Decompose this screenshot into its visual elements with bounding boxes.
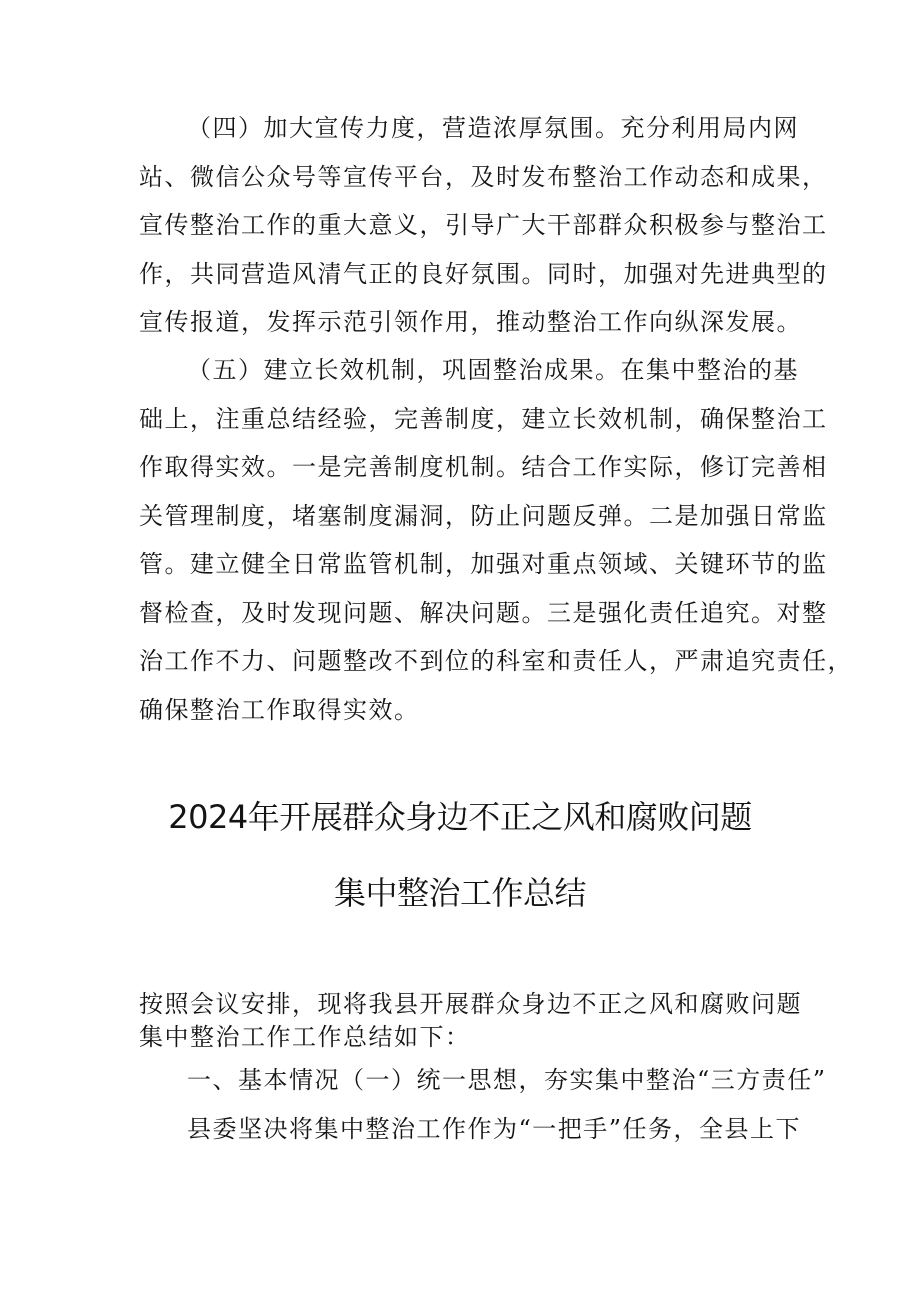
text-line: 督检查，及时发现问题、解决问题。三是强化责任追究。对整 — [139, 598, 828, 627]
paragraph-4 — [139, 104, 828, 347]
text-line: 站、微信公众号等宣传平台，及时发布整治工作动态和成果， — [139, 162, 828, 191]
text-line: 按照会议安排，现将我县开展群众身边不正之风和腐败问题 — [139, 990, 802, 1018]
paragraph-5 — [139, 346, 853, 734]
section-1 — [187, 1056, 827, 1153]
text-line: 确保整治工作取得实效。 — [139, 695, 420, 724]
text-line: 作取得实效。一是完善制度机制。结合工作实际，修订完善相 — [139, 453, 828, 481]
text-line: 础上，注重总结经验，完善制度，建立长效机制，确保整治工 — [139, 404, 828, 433]
intro-paragraph — [139, 988, 802, 1054]
text-line: 宣传整治工作的重大意义，引导广大干部群众积极参与整治工 — [139, 211, 828, 239]
text-line: 管。建立健全日常监管机制，加强对重点领域、关键环节的监 — [139, 550, 828, 578]
document-title-line-2: 集中整治工作总结 — [333, 874, 586, 912]
text-line: 作，共同营造风清气正的良好氛围。同时，加强对先进典型的 — [139, 259, 828, 288]
text-line: 关管理制度，堵塞制度漏洞，防止问题反弹。二是加强日常监 — [139, 501, 828, 530]
text-line: 治工作不力、问题整改不到位的科室和责任人，严肃追究责任， — [139, 647, 853, 675]
text-line: （五）建立长效机制，巩固整治成果。在集中整治的基 — [187, 356, 799, 384]
section-heading: 一、基本情况（一）统一思想，夯实集中整治“三方责任” — [187, 1066, 827, 1094]
text-line: 县委坚决将集中整治工作作为“一把手”任务，全县上下 — [187, 1114, 802, 1143]
text-line: （四）加大宣传力度，营造浓厚氛围。充分利用局内网 — [187, 114, 799, 142]
text-line: 宣传报道，发挥示范引领作用，推动整治工作向纵深发展。 — [139, 308, 802, 336]
document-title-line-1: 2024年开展群众身边不正之风和腐败问题 — [168, 798, 752, 836]
text-line: 集中整治工作工作总结如下： — [139, 1023, 471, 1051]
